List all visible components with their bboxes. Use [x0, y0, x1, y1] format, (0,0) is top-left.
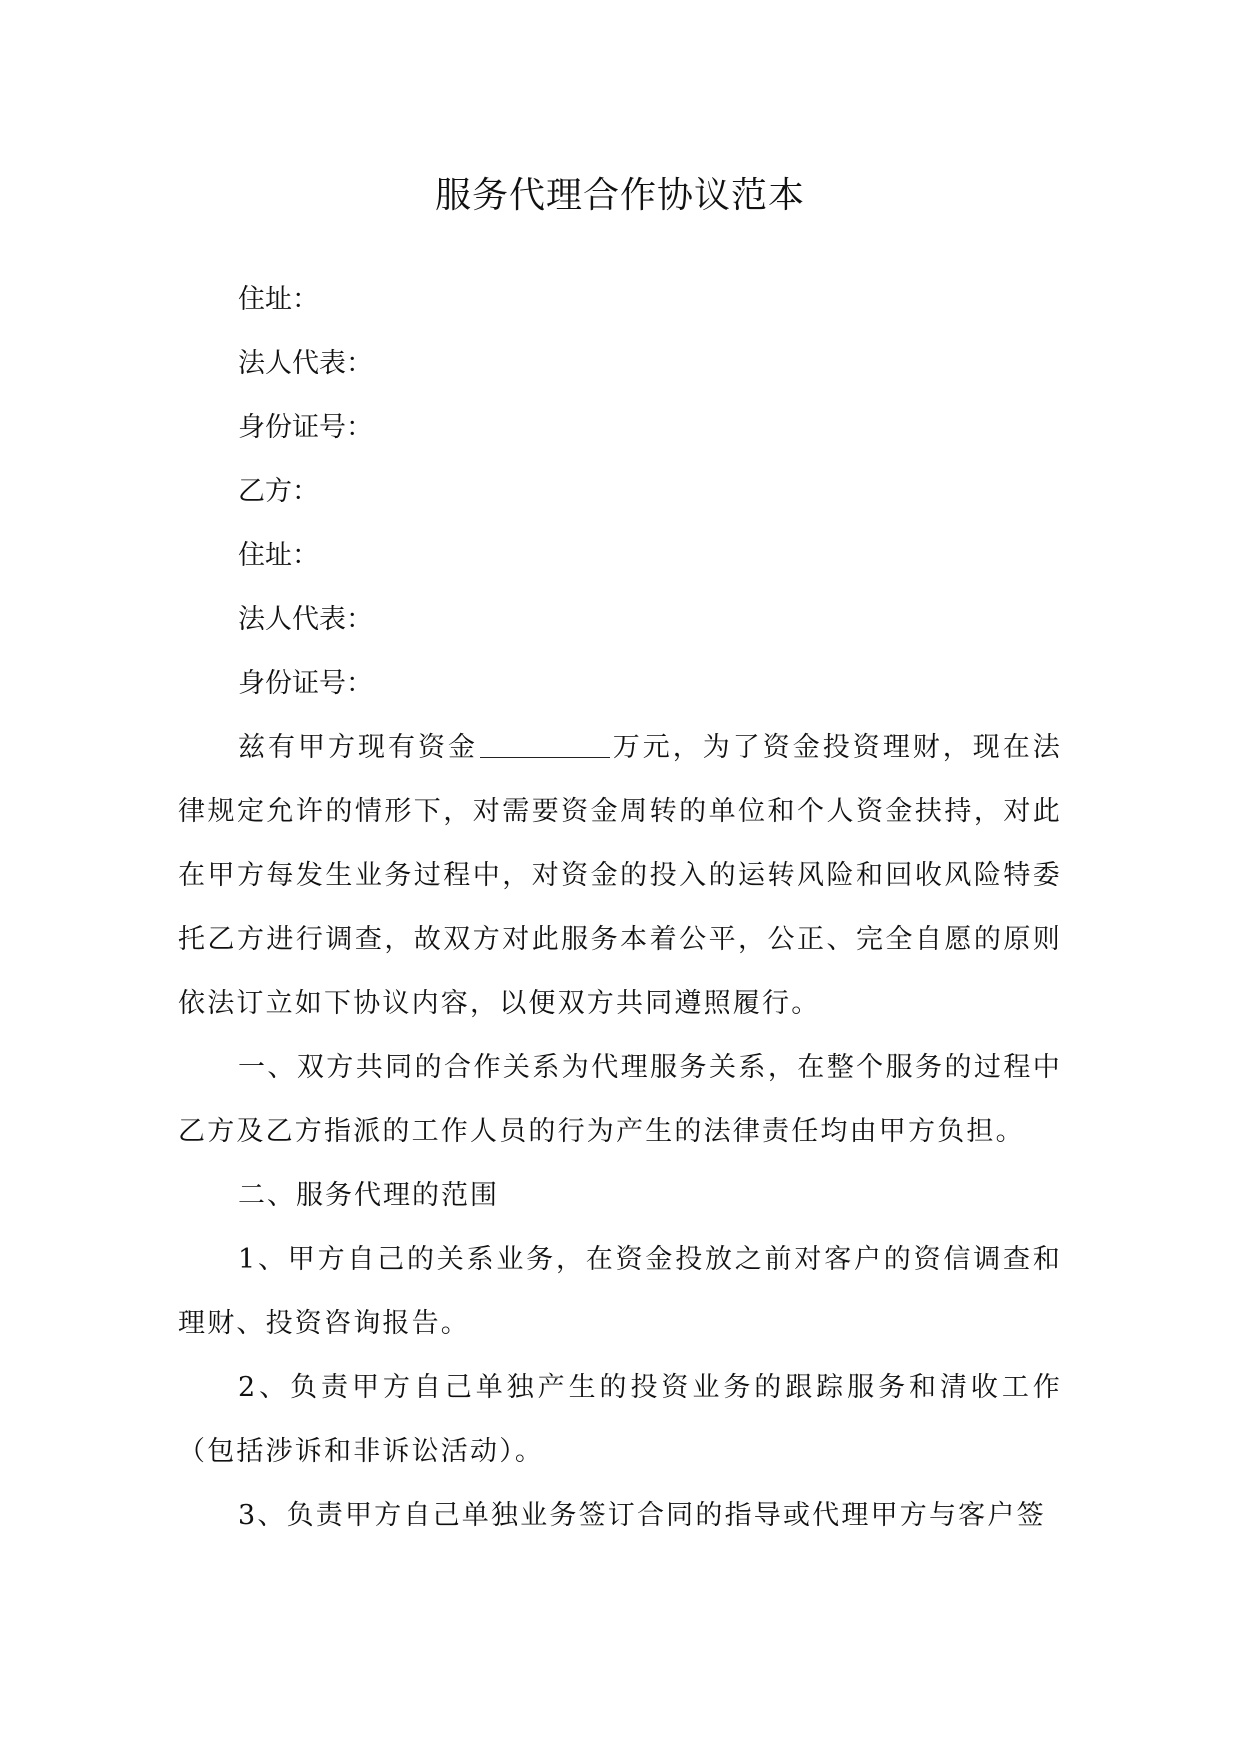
field-legal-rep-b: 法人代表：	[238, 604, 373, 635]
intro-text-start: 兹有甲方现有资金	[238, 732, 478, 763]
field-id-number-b: 身份证号：	[238, 668, 373, 699]
field-address-b: 住址：	[238, 540, 319, 571]
amount-blank-line	[480, 731, 610, 758]
intro-text-rest: 万元，为了资金投资理财，现在法律规定允许的情形下，对需要资金周转的单位和个人资金扶持，对此在甲方每发生业务过程中，对资金的投入的运转风险和回收风险特委托乙方进行调查，故双方对此服务本着公平，公正、完全自愿的原则依法订立如下协议内容，以便双方共同遵照履行。	[178, 732, 1062, 1019]
field-address-a: 住址：	[238, 284, 319, 315]
clause-2-heading: 二、服务代理的范围	[238, 1180, 499, 1211]
field-party-b: 乙方：	[238, 476, 319, 507]
field-id-number-a: 身份证号：	[238, 412, 373, 443]
scope-item-3: 3、负责甲方自己单独业务签订合同的指导或代理甲方与客户签	[238, 1500, 1046, 1531]
scope-item-1: 1、甲方自己的关系业务，在资金投放之前对客户的资信调查和理财、投资咨询报告。	[178, 1244, 1062, 1339]
intro-paragraph	[178, 716, 1062, 1036]
document-title: 服务代理合作协议范本	[434, 175, 805, 216]
clause-1-paragraph: 一、双方共同的合作关系为代理服务关系，在整个服务的过程中乙方及乙方指派的工作人员的行为产生的法律责任均由甲方负担。	[178, 1052, 1062, 1147]
scope-item-2: 2、负责甲方自己单独产生的投资业务的跟踪服务和清收工作（包括涉诉和非诉讼活动）。	[178, 1372, 1062, 1467]
document-body	[178, 268, 1062, 1548]
field-legal-rep-a: 法人代表：	[238, 348, 373, 379]
